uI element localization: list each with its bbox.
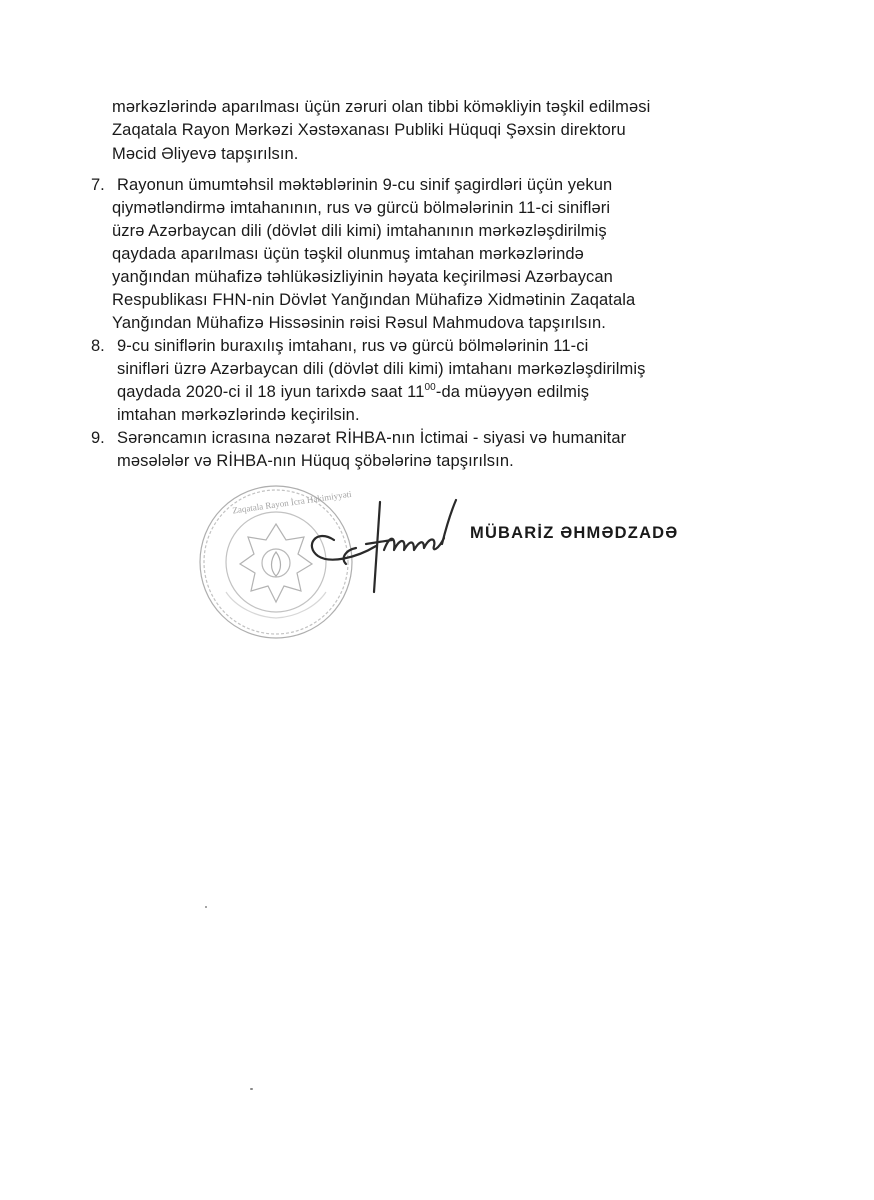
text-line: qaydada aparılması üçün təşkil olunmuş imtahan mərkəzlərində [112, 245, 584, 263]
text-line: məsələlər və RİHBA-nın Hüquq şöbələrinə tapşırılsın. [117, 452, 514, 470]
text-line: Məcid Əliyevə tapşırılsın. [112, 145, 299, 163]
text-line: Sərəncamın icrasına nəzarət RİHBA-nın İctimai - siyasi və humanitar [117, 429, 627, 447]
text-line: 9-cu siniflərin buraxılış imtahanı, rus və gürcü bölmələrinin 11-ci [117, 337, 589, 355]
item-number: 9. [91, 429, 105, 447]
text-segment: -da müəyyən edilmiş [435, 383, 590, 401]
text-line: Rayonun ümumtəhsil məktəblərinin 9-cu sinif şagirdləri üçün yekun [117, 176, 613, 194]
text-line: mərkəzlərində aparılması üçün zəruri olan tibbi köməkliyin təşkil edilməsi [112, 98, 651, 116]
text-line-with-time [117, 381, 589, 403]
text-line: sinifləri üzrə Azərbaycan dili (dövlət dili kimi) imtahanı mərkəzləşdirilmiş [117, 360, 646, 378]
item-number: 8. [91, 337, 105, 355]
text-line: yanğından mühafizə təhlükəsizliyinin həyata keçirilməsi Azərbaycan [112, 268, 613, 286]
text-line: Zaqatala Rayon Mərkəzi Xəstəxanası Publiki Hüquqi Şəxsin direktoru [112, 121, 626, 139]
time-superscript: 00 [424, 382, 436, 393]
scan-artifact [205, 906, 207, 908]
seal-text: Zaqatala Rayon İcra Hakimiyyəti [231, 488, 353, 516]
scan-artifact [250, 1088, 253, 1090]
text-segment: qaydada 2020-ci il 18 iyun tarixdə saat 11 [117, 383, 425, 401]
text-line: Respublikası FHN-nin Dövlət Yanğından Mühafizə Xidmətinin Zaqatala [112, 291, 636, 309]
handwritten-signature [296, 488, 466, 598]
text-line: üzrə Azərbaycan dili (dövlət dili kimi) imtahanının mərkəzləşdirilmiş [112, 222, 607, 240]
text-line: imtahan mərkəzlərində keçirilsin. [117, 406, 360, 424]
text-line: qiymətləndirmə imtahanının, rus və gürcü bölmələrinin 11-ci sinifləri [112, 199, 611, 217]
signer-name: MÜBARİZ ƏHMƏDZADƏ [470, 524, 679, 542]
item-number: 7. [91, 176, 105, 194]
text-line: Yanğından Mühafizə Hissəsinin rəisi Rəsul Mahmudova tapşırılsın. [112, 314, 606, 332]
